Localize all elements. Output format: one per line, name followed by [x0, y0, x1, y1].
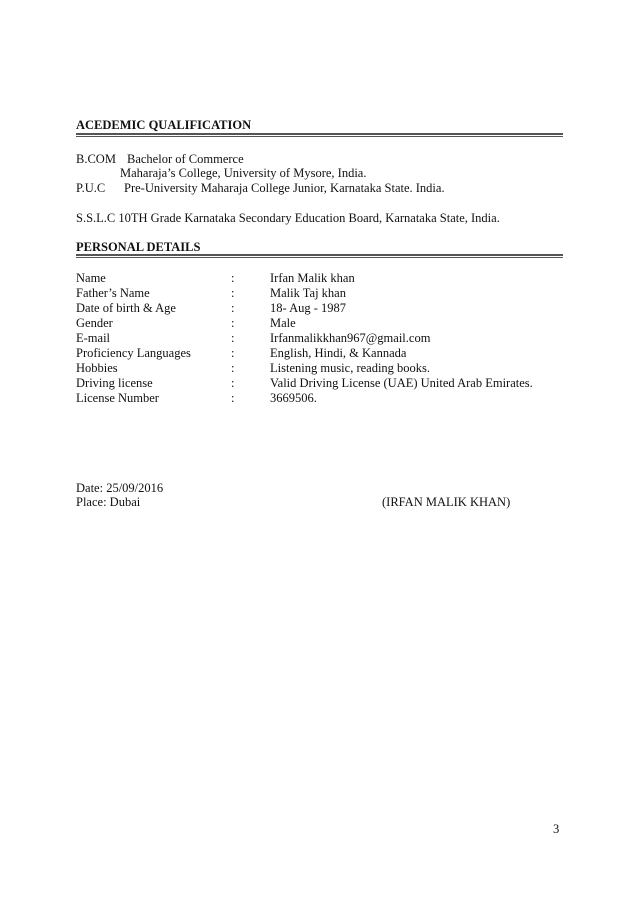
bcom-college: Maharaja’s College, University of Mysore, India.: [120, 166, 367, 180]
detail-label: Hobbies: [76, 361, 118, 375]
detail-row: [76, 286, 566, 300]
detail-label: License Number: [76, 391, 159, 405]
detail-value: Valid Driving License (UAE) United Arab Emirates.: [270, 376, 533, 390]
detail-label: Gender: [76, 316, 113, 330]
detail-separator: :: [231, 316, 235, 330]
detail-separator: :: [231, 391, 235, 405]
bcom-description: Bachelor of Commerce: [127, 152, 244, 166]
place-line: Place: Dubai: [76, 495, 141, 509]
detail-separator: :: [231, 331, 235, 345]
detail-label: Proficiency Languages: [76, 346, 191, 360]
detail-separator: :: [231, 376, 235, 390]
detail-row: [76, 316, 566, 330]
detail-value: Malik Taj khan: [270, 286, 346, 300]
detail-row: [76, 346, 566, 360]
detail-row: [76, 331, 566, 345]
detail-value: Irfanmalikkhan967@gmail.com: [270, 331, 431, 345]
signature-name: (IRFAN MALIK KHAN): [382, 495, 511, 509]
sslc-line: S.S.L.C 10TH Grade Karnataka Secondary Education Board, Karnataka State, India.: [76, 211, 500, 225]
detail-label: E-mail: [76, 331, 111, 345]
detail-separator: :: [231, 271, 235, 285]
detail-value: Listening music, reading books.: [270, 361, 431, 375]
detail-value: 3669506.: [270, 391, 317, 405]
detail-row: [76, 301, 566, 315]
personal-heading-rule: [76, 254, 563, 258]
detail-row: [76, 361, 566, 375]
academic-heading: ACEDEMIC QUALIFICATION: [76, 118, 252, 132]
detail-separator: :: [231, 361, 235, 375]
detail-value: English, Hindi, & Kannada: [270, 346, 407, 360]
detail-separator: :: [231, 301, 235, 315]
detail-label: Name: [76, 271, 106, 285]
detail-row: [76, 391, 566, 405]
academic-heading-rule: [76, 133, 563, 137]
detail-label: Date of birth & Age: [76, 301, 176, 315]
detail-value: Irfan Malik khan: [270, 271, 355, 285]
detail-row: [76, 271, 566, 285]
personal-heading: PERSONAL DETAILS: [76, 240, 201, 254]
detail-label: Driving license: [76, 376, 153, 390]
detail-separator: :: [231, 286, 235, 300]
detail-label: Father’s Name: [76, 286, 150, 300]
date-line: Date: 25/09/2016: [76, 481, 164, 495]
page-number: 3: [553, 822, 560, 836]
detail-value: 18- Aug - 1987: [270, 301, 347, 315]
detail-separator: :: [231, 346, 235, 360]
puc-description: Pre-University Maharaja College Junior, Karnataka State. India.: [124, 181, 445, 195]
detail-value: Male: [270, 316, 296, 330]
detail-row: [76, 376, 566, 390]
bcom-code: B.COM: [76, 152, 116, 166]
puc-code: P.U.C: [76, 181, 106, 195]
